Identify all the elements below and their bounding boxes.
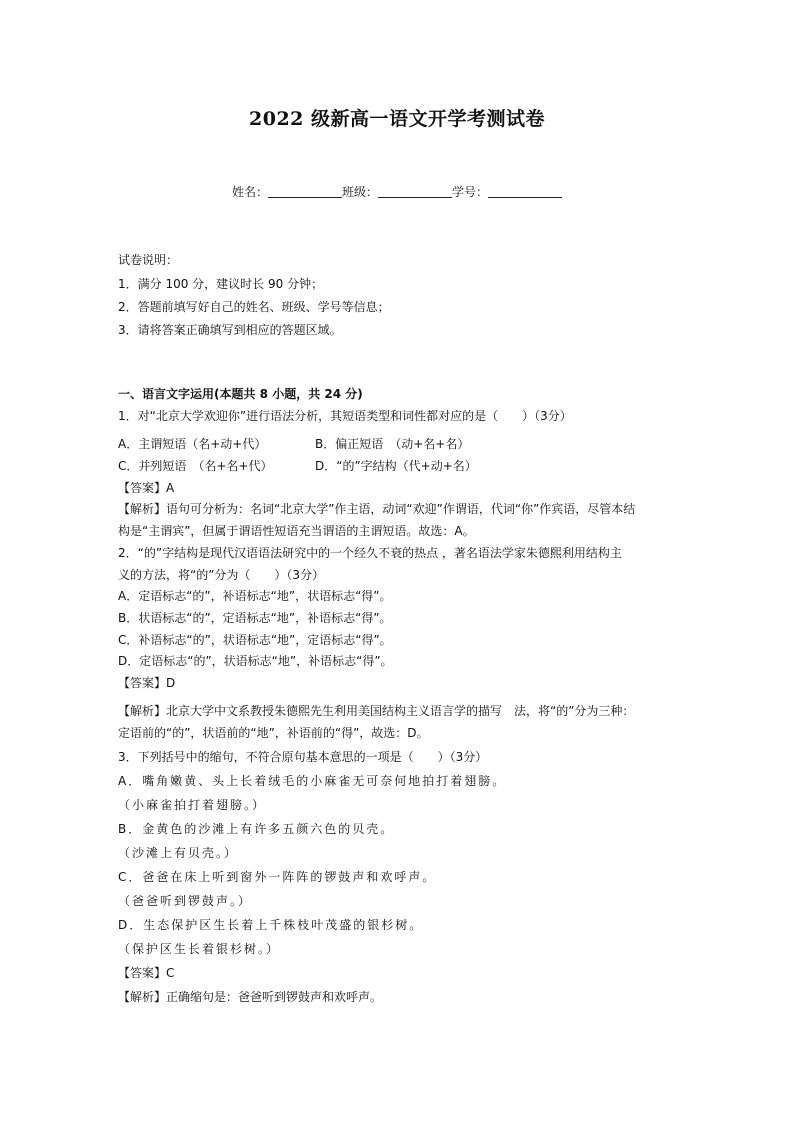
answer: 【答案】A [118, 481, 175, 495]
option-a: A．定语标志“的”，补语标志“地”，状语标志“得”。 [118, 589, 392, 603]
option-c: C．补语标志“的”，状语标志“地”，定语标志“得”。 [118, 633, 392, 647]
answer: 【答案】C [118, 966, 175, 980]
name-blank[interactable] [268, 185, 342, 198]
analysis: 构是“主谓宾”，但属于谓语性短语充当谓语的主谓短语。故选：A。 [118, 524, 475, 538]
option-b: B．金黄色的沙滩上有许多五颜六色的贝壳。 [118, 822, 395, 836]
question-stem: 2．“的”字结构是现代汉语语法研究中的一个经久不衰的热点 ，著名语法学家朱德熙利用结构主 [118, 546, 622, 560]
instructions-heading: 试卷说明： [118, 253, 179, 267]
name-label: 姓名： [231, 185, 268, 199]
student-info-row [0, 183, 794, 200]
answer: 【答案】D [118, 676, 176, 690]
option-b-condensed: （沙滩上有贝壳。） [118, 846, 239, 860]
analysis: 定语前的“的”，状语前的“地”，补语前的“得”，故选：D。 [118, 726, 429, 740]
question-stem: 义的方法，将“的”分为（ ）（3分） [118, 568, 325, 582]
option-b: B．状语标志“的”，定语标志“地”，补语标志“得”。 [118, 611, 392, 625]
analysis: 【解析】正确缩句是：爸爸听到锣鼓声和欢呼声。 [118, 990, 383, 1004]
instruction-item: 2．答题前填写好自己的姓名、班级、学号等信息； [118, 300, 390, 314]
question-stem: 1．对“北京大学欢迎你”进行语法分析，其短语类型和词性都对应的是（ ）（3分） [118, 409, 572, 423]
option-d: D．“的”字结构（代+动+名） [315, 459, 477, 473]
class-blank[interactable] [378, 185, 452, 198]
analysis: 【解析】北京大学中文系教授朱德熙先生利用美国结构主义语言学的描写 法，将“的”分为三种： [118, 704, 635, 718]
option-a-condensed: （小麻雀拍打着翅膀。） [118, 798, 267, 812]
instruction-item: 1．满分 100 分，建议时长 90 分钟； [118, 277, 324, 291]
class-label: 班级： [341, 185, 378, 199]
analysis: 【解析】语句可分析为：名词“北京大学”作主语，动词“欢迎”作谓语，代词“你”作宾语，尽管本结 [118, 502, 636, 516]
option-d: D．定语标志“的”，状语标志“地”，补语标志“得”。 [118, 654, 393, 668]
student-id-blank[interactable] [488, 185, 562, 198]
option-c: C．爸爸在床上听到窗外一阵阵的锣鼓声和欢呼声。 [118, 870, 437, 884]
section-heading: 一、语言文字运用(本题共 8 小题，共 24 分) [118, 387, 363, 401]
option-b: B．偏正短语 （动+名+名） [315, 437, 470, 451]
option-d: D．生态保护区生长着上千株枝叶茂盛的银杉树。 [118, 918, 424, 932]
option-a: A．主谓短语（名+动+代） [118, 437, 267, 451]
question-stem: 3．下列括号中的缩句，不符合原句基本意思的一项是（ ）（3分） [118, 750, 488, 764]
option-a: A．嘴角嫩黄、头上长着绒毛的小麻雀无可奈何地拍打着翅膀。 [118, 774, 507, 788]
option-c-condensed: （爸爸听到锣鼓声。） [118, 894, 253, 908]
student-id-label: 学号： [452, 185, 489, 199]
option-d-condensed: （保护区生长着银杉树。） [118, 942, 281, 956]
page-title: 2022 级新高一语文开学考测试卷 [249, 108, 545, 130]
instruction-item: 3．请将答案正确填写到相应的答题区域。 [118, 323, 342, 337]
option-c: C．并列短语 （名+名+代） [118, 459, 273, 473]
